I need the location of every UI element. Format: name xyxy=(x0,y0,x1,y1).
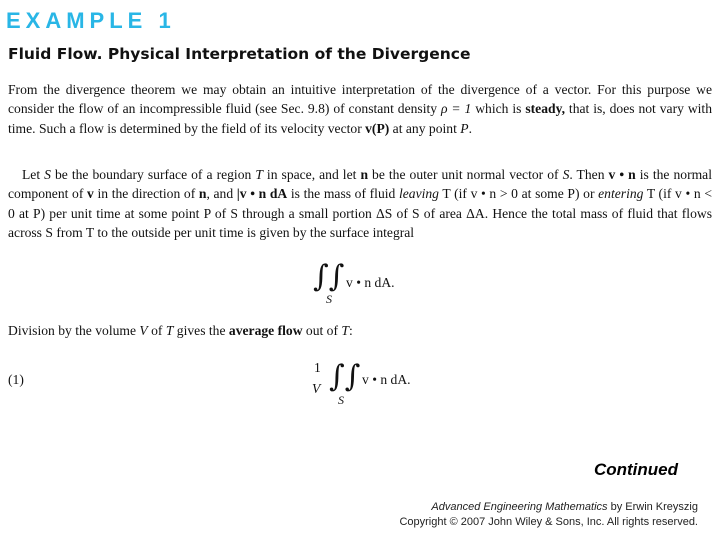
p1-rho: ρ = 1 xyxy=(440,101,472,117)
p2-S2: S xyxy=(562,167,570,182)
paragraph-1 xyxy=(8,80,712,138)
p2-n2: n xyxy=(198,186,207,202)
p2-text-3: in space, and let xyxy=(262,167,361,182)
p1-steady: steady, xyxy=(525,101,566,117)
copyright: Copyright © 2007 John Wiley & Sons, Inc. All rights reserved. xyxy=(399,516,698,528)
example-label: EXAMPLE 1 xyxy=(6,8,176,33)
p2-leaving: leaving xyxy=(398,186,439,202)
fraction-denominator: V xyxy=(312,381,321,396)
p3-text-2: of xyxy=(147,323,166,338)
p2-text-6: is the normal component of xyxy=(8,167,712,202)
fraction-numerator: 1 xyxy=(314,360,321,375)
p2-n1: n xyxy=(360,167,368,182)
p1-velocity: v(P) xyxy=(365,120,390,136)
p1-text-1: From the divergence theorem we may obtain an intuitive interpretation of the divergence of a vector. For this purpose we consider the flow of an incompressible fluid (see Sec. 9.8) of constant density xyxy=(8,82,712,117)
section-title: Fluid Flow. Physical Interpretation of the Divergence xyxy=(8,45,471,63)
integrand: v • n dA. xyxy=(346,275,395,290)
double-integral-sign: ∫∫ xyxy=(329,359,361,394)
p2-entering: entering xyxy=(598,186,644,202)
p3-T: T xyxy=(165,323,174,338)
p1-text-3: that is, does not vary with time. Such a flow is determined by the field of its velocity vector xyxy=(8,101,712,136)
paragraph-3 xyxy=(8,323,353,339)
book-title: Advanced Engineering Mathematics xyxy=(431,501,608,513)
p1-text-5: . xyxy=(468,120,472,136)
p3-text-4: out of xyxy=(302,323,342,338)
book-author: by Erwin Kreyszig xyxy=(607,501,698,513)
p3-text-1: Division by the volume xyxy=(8,323,140,338)
p3-V: V xyxy=(139,323,148,338)
p2-text-9: is the mass of fluid xyxy=(287,186,399,202)
p2-text-11: T (if v • n < 0 at P) per unit time at some point P of S through a small portion ΔS of S of area ΔA. Hence the total mass of fluid that flows across S from T to the outside per unit time is given by the surface integral xyxy=(8,186,713,240)
p2-text-2: be the boundary surface of a region xyxy=(50,167,256,182)
integrand: v • n dA. xyxy=(362,372,411,387)
equation-label: (1) xyxy=(8,372,24,387)
integral-subscript: S xyxy=(338,393,344,407)
p2-text-10: T (if v • n > 0 at some P) or xyxy=(438,186,599,202)
p2-text-1: Let xyxy=(22,167,45,182)
continued-label: Continued xyxy=(593,460,678,479)
p2-text-4: be the outer unit normal vector of xyxy=(368,167,563,182)
paragraph-2 xyxy=(8,165,712,242)
p3-T2: T xyxy=(341,323,349,338)
p2-v: v xyxy=(87,186,94,202)
p1-text-4: at any point xyxy=(389,120,461,136)
p3-average-flow: average flow xyxy=(228,323,303,338)
p2-S1: S xyxy=(44,167,51,182)
p1-point: P xyxy=(460,120,469,136)
p2-abs-vn: |v • n dA xyxy=(236,186,288,202)
p2-text-8: , and xyxy=(206,186,237,202)
p2-text-7: in the direction of xyxy=(93,186,199,202)
p2-T1: T xyxy=(255,167,263,182)
p3-text-3: gives the xyxy=(173,323,229,338)
p2-vdotn: v • n xyxy=(608,167,636,182)
p3-text-5: : xyxy=(348,323,353,338)
p2-text-5: . Then xyxy=(569,167,609,182)
p1-text-2: which is xyxy=(471,101,526,117)
double-integral-sign: ∫∫ xyxy=(313,259,345,294)
integral-subscript: S xyxy=(326,292,332,306)
footer xyxy=(399,500,698,530)
